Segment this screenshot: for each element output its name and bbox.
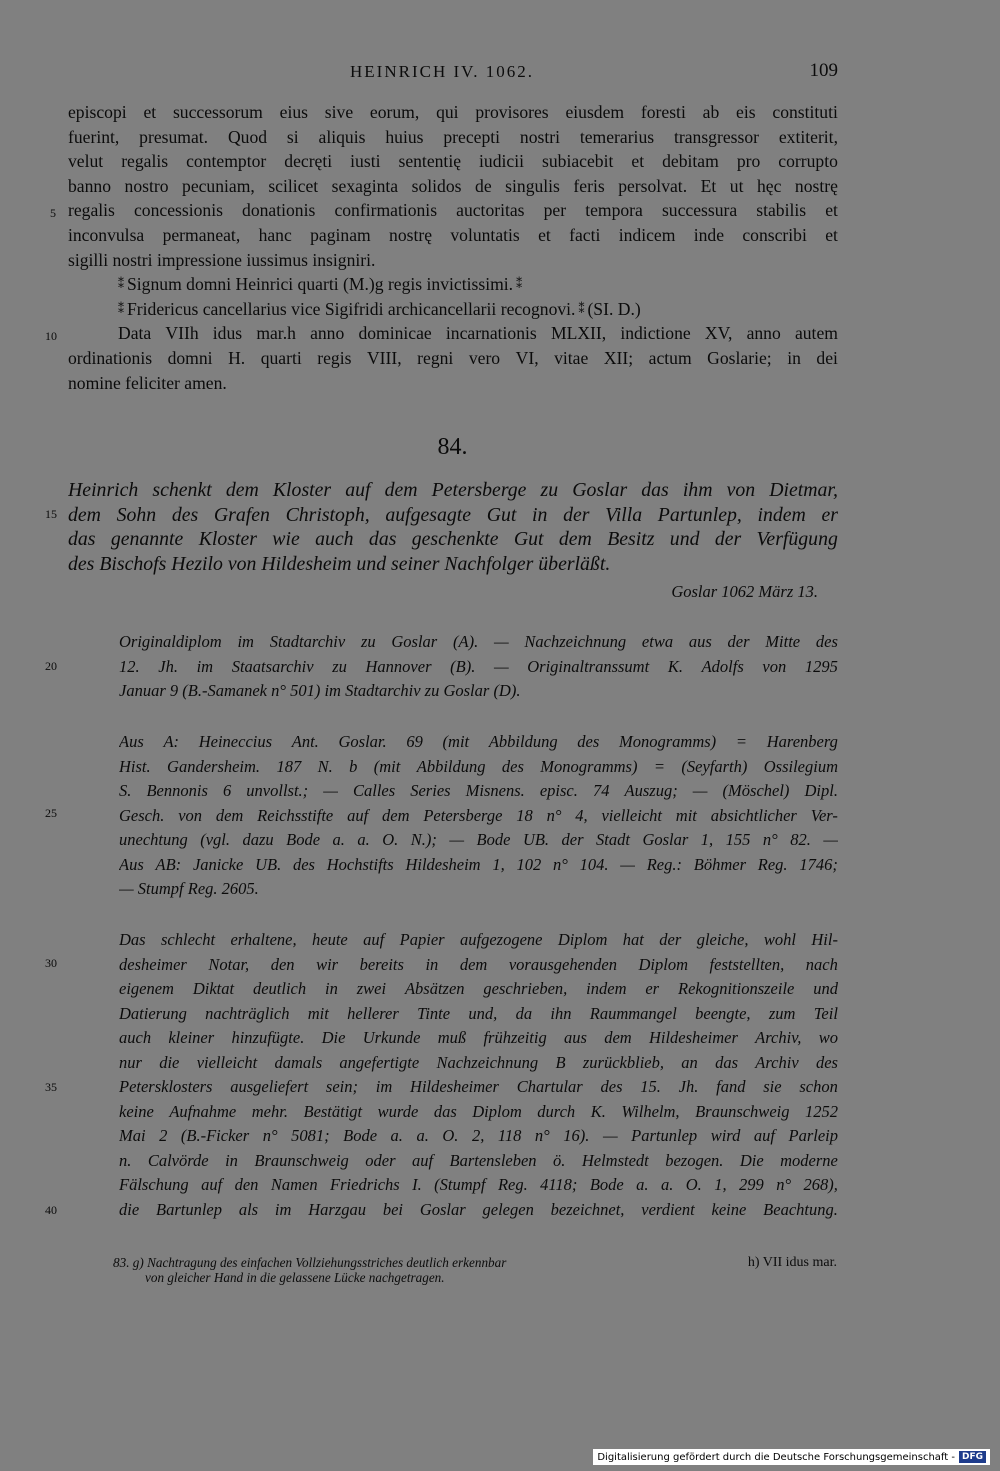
edition-line: Aus A: Heineccius Ant. Goslar. 69 (mit Abbildung des Monogramms) = Harenberg xyxy=(119,732,838,751)
commentary-line: nur die vielleicht damals angefertigte Nachzeichnung B zurückblieb, an das Archiv des xyxy=(119,1052,838,1072)
running-head: HEINRICH IV. 1062. xyxy=(350,62,534,81)
text-line: inconvulsa permaneat, hanc paginam nostrę voluntatis et facti indicem inde conscribi et xyxy=(68,224,838,245)
commentary-line: desheimer Notar, den wir bereits in dem vorausgehenden Diplom feststellten, nach xyxy=(119,954,838,974)
tradition-notes xyxy=(119,630,838,704)
commentary-line: keine Aufnahme mehr. Bestätigt wurde das Diplom durch K. Wilhelm, Braunschweig 1252 xyxy=(119,1101,838,1121)
commentary xyxy=(119,928,838,1222)
footnote-h: h) VII idus mar. xyxy=(747,1255,837,1270)
commentary-line: Mai 2 (B.-Ficker n° 5081; Bode a. a. O. 2, 118 n° 16). — Partunlep wird auf Parleip xyxy=(119,1126,838,1145)
commentary-line: die Bartunlep als im Harzgau bei Goslar gelegen bezeichnet, verdient keine Beachtung. xyxy=(119,1199,838,1219)
line-number-15: 15 xyxy=(45,507,57,521)
commentary-line: n. Calvörde in Braunschweig oder auf Bartensleben ö. Helmstedt bezogen. Die moderne xyxy=(119,1150,838,1170)
date-place: Goslar 1062 März 13. xyxy=(671,582,818,601)
footnote-g xyxy=(113,1255,506,1285)
edition-line: unechtung (vgl. dazu Bode a. a. O. N.); — Bode UB. der Stadt Goslar 1, 155 n° 82. — xyxy=(119,830,838,849)
footnote-line: von gleicher Hand in die gelassene Lücke nachgetragen. xyxy=(145,1270,445,1285)
footnote-line: 83. g) Nachtragung des einfachen Vollziehungsstriches deutlich erkennbar xyxy=(113,1255,507,1270)
line-number-25: 25 xyxy=(45,806,57,820)
cross-sign-icon: ⁑ xyxy=(575,301,588,316)
text-line: fuerint, presumat. Quod si aliquis huius precepti nostri temerarius transgressor extiterit, xyxy=(68,126,838,147)
summary-line: dem Sohn des Grafen Christoph, aufgesagte Gut in der Villa Partunlep, indem er xyxy=(68,503,838,526)
commentary-line: Petersklosters ausgeliefert sein; im Hildesheimer Chartular des 15. Jh. fand sie schon xyxy=(119,1077,838,1096)
commentary-line: auch kleiner hinzufügte. Die Urkunde muß frühzeitig aus dem Hildesheimer Archiv, wo xyxy=(119,1028,838,1047)
recognition-text: Fridericus cancellarius vice Sigifridi archicancellarii recognovi. xyxy=(127,298,576,319)
seal-note: (SI. D.) xyxy=(587,298,641,319)
dating-line: Data VIIh idus mar.h anno dominicae incarnationis MLXII, indictione XV, anno autem xyxy=(118,323,838,344)
summary-line: Heinrich schenkt dem Kloster auf dem Petersberge zu Goslar das ihm von Dietmar, xyxy=(68,479,838,501)
regest-summary xyxy=(68,478,838,577)
text-line: velut regalis contemptor decręti iusti sententię iudicii subiacebit et debitam pro corrupto xyxy=(68,151,838,172)
edition-line: Hist. Gandersheim. 187 N. b (mit Abbildung des Monogramms) = (Seyfarth) Ossilegium xyxy=(119,756,838,776)
signum-text: Signum domni Heinrici quarti (M.)g regis invictissimi. xyxy=(127,274,514,295)
line-number-5: 5 xyxy=(50,206,56,220)
digitization-credit xyxy=(593,1449,990,1465)
credit-text: Digitalisierung gefördert durch die Deutsche Forschungsgemeinschaft - xyxy=(597,1451,955,1463)
tradition-line: 12. Jh. im Staatsarchiv zu Hannover (B). — Originaltranssumt K. Adolfs von 1295 xyxy=(119,656,838,676)
line-number-35: 35 xyxy=(45,1080,57,1094)
line-number-40: 40 xyxy=(45,1203,57,1217)
summary-line: das genannte Kloster wie auch das geschenkte Gut dem Besitz und der Verfügung xyxy=(68,528,838,551)
summary-line: des Bischofs Hezilo von Hildesheim und seiner Nachfolger überläßt. xyxy=(68,553,611,576)
page-number: 109 xyxy=(809,60,838,81)
dating-line: ordinationis domni H. quarti regis VIII, regni vero VI, vitae XII; actum Goslarie; in dei xyxy=(68,347,838,368)
signum-line xyxy=(68,272,838,297)
editions-notes xyxy=(119,730,838,902)
commentary-line: Das schlecht erhaltene, heute auf Papier aufgezogene Diplom hat der gleiche, wohl Hil- xyxy=(119,930,838,949)
cross-sign-icon: ⁑ xyxy=(118,277,127,292)
dfg-logo: DFG xyxy=(959,1451,986,1463)
line-number-10: 10 xyxy=(45,329,57,343)
tradition-line: Januar 9 (B.-Samanek n° 501) im Stadtarchiv zu Goslar (D). xyxy=(119,681,521,700)
charter-text xyxy=(68,100,838,395)
text-line: regalis concessionis donationis confirmationis auctoritas per tempora successura stabilis et xyxy=(68,200,838,221)
commentary-line: Fälschung auf den Namen Friedrichs I. (Stumpf Reg. 4118; Bode a. a. O. 1, 299 n° 268), xyxy=(119,1175,838,1194)
text-line: episcopi et successorum eius sive eorum, qui provisores eiusdem foresti ab eis constituti xyxy=(68,102,838,122)
text-line: banno nostro pecuniam, scilicet sexaginta solidos de singulis feris persolvat. Et ut hęc nostrę xyxy=(68,175,838,196)
edition-line: — Stumpf Reg. 2605. xyxy=(119,879,259,898)
commentary-line: eigenem Diktat deutlich in zwei Absätzen geschrieben, indem er Rekognitionszeile und xyxy=(119,979,838,998)
line-number-30: 30 xyxy=(45,956,57,970)
edition-line: Gesch. von dem Reichsstifte auf dem Petersberge 18 n° 4, vielleicht mit absichtlicher Ver- xyxy=(119,805,838,825)
document-number: 84. xyxy=(437,434,468,460)
recognition-line xyxy=(68,297,838,322)
dating-line: nomine feliciter amen. xyxy=(68,372,227,393)
line-number-20: 20 xyxy=(45,659,57,673)
cross-sign-icon: ⁑ xyxy=(118,301,127,316)
edition-line: Aus AB: Janicke UB. des Hochstifts Hildesheim 1, 102 n° 104. — Reg.: Böhmer Reg. 1746; xyxy=(119,854,838,874)
cross-sign-icon: ⁑ xyxy=(513,277,523,292)
commentary-line: Datierung nachträglich mit hellerer Tinte und, da ihn Raummangel beengte, zum Teil xyxy=(119,1003,838,1023)
tradition-line: Originaldiplom im Stadtarchiv zu Goslar (A). — Nachzeichnung etwa aus der Mitte des xyxy=(119,632,838,651)
edition-line: S. Bennonis 6 unvollst.; — Calles Series Misnens. episc. 74 Auszug; — (Möschel) Dipl. xyxy=(119,781,838,800)
text-line: sigilli nostri impressione iussimus insigniri. xyxy=(68,249,376,270)
